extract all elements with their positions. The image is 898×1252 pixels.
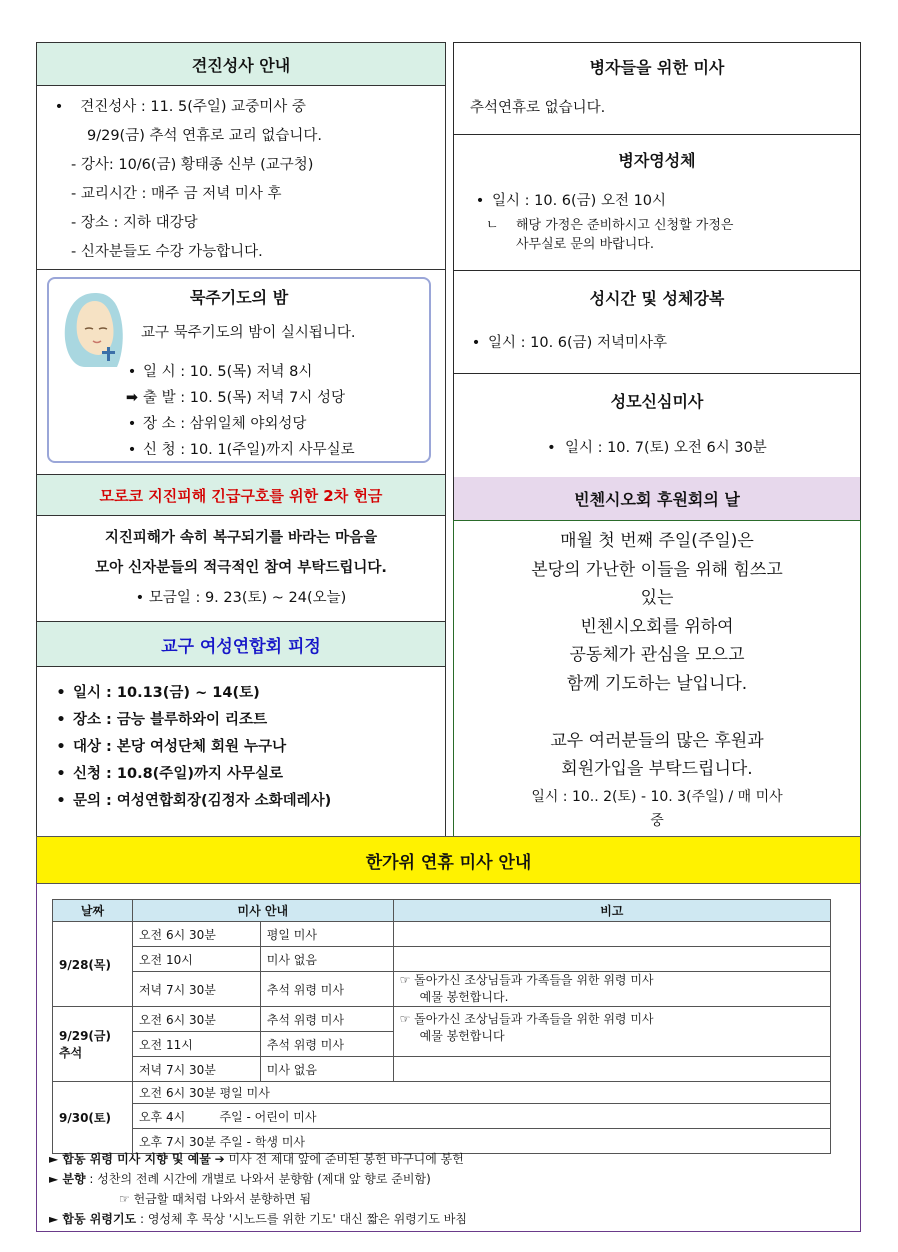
table-row bbox=[53, 972, 831, 1007]
note-cell: ☞ 돌아가신 조상님들과 가족들을 위한 위령 미사 예물 봉헌합니다 bbox=[393, 1007, 830, 1057]
rosary-section bbox=[36, 269, 446, 475]
morocco-title: 모로코 지진피해 긴급구호를 위한 2차 헌금 bbox=[36, 474, 446, 516]
confirmation-line1: • 견진성사 : 11. 5(주일) 교중미사 중 bbox=[47, 93, 435, 122]
time-cell: 오전 10시 bbox=[132, 947, 260, 972]
vincent-line bbox=[454, 698, 860, 727]
sick-mass-section bbox=[453, 42, 861, 135]
note-cell bbox=[393, 1057, 830, 1082]
holy-hour-date: • 일시 : 10. 6(금) 저녁미사후 bbox=[464, 331, 860, 352]
confirmation-item: - 신자분들도 수강 가능합니다. bbox=[71, 244, 263, 260]
vincent-line: 공동체가 관심을 모으고 bbox=[569, 645, 745, 665]
rosary-title: 묵주기도의 밤 bbox=[189, 288, 289, 307]
women-item: • 신청 : 10.8(주일)까지 사무실로 bbox=[49, 761, 433, 788]
time-cell: 오전 6시 30분 bbox=[132, 1007, 260, 1032]
sick-communion-date: • 일시 : 10. 6(금) 오전 10시 bbox=[468, 189, 860, 210]
footnote: ☞ 헌금할 때처럼 나와서 분향하면 됨 bbox=[119, 1192, 312, 1206]
women-title: 교구 여성연합회 피정 bbox=[36, 621, 446, 667]
footnote: ► 합동 위령기도 : 영성체 후 묵상 '시노드를 위한 기도' 대신 짧은 위령기도 바침 bbox=[49, 1212, 467, 1226]
mass-cell: 추석 위령 미사 bbox=[260, 972, 393, 1007]
vincent-date1: 일시 : 10.. 2(토) - 10. 3(주일) / 매 미사 bbox=[531, 788, 783, 805]
vincent-line: 교우 여러분들의 많은 후원과 bbox=[550, 730, 764, 751]
date-cell: 9/28(목) bbox=[53, 922, 133, 1007]
sacred-heart-section bbox=[453, 373, 861, 478]
footnote: ► 합동 위령 미사 지향 및 예물 ➔ 미사 전 제대 앞에 준비된 봉헌 바구니에 봉헌 bbox=[49, 1152, 464, 1166]
vincent-line: 빈첸시오회를 위하여 bbox=[580, 616, 734, 637]
sacred-heart-title: 성모신심미사 bbox=[610, 392, 704, 411]
mass-cell: 추석 위령 미사 bbox=[260, 1032, 393, 1057]
table-row bbox=[53, 1057, 831, 1082]
vincent-section bbox=[453, 520, 861, 837]
table-row bbox=[53, 1082, 831, 1104]
confirmation-item: - 장소 : 지하 대강당 bbox=[71, 215, 198, 231]
table-row bbox=[53, 1104, 831, 1129]
morocco-line2: 모아 신자분들의 적극적인 참여 부탁드립니다. bbox=[95, 560, 387, 576]
rosary-intro: 교구 묵주기도의 밤이 실시됩니다. bbox=[141, 325, 356, 341]
morocco-section bbox=[36, 515, 446, 622]
vincent-title: 빈첸시오회 후원회의 날 bbox=[453, 477, 861, 521]
confirmation-title: 견진성사 안내 bbox=[36, 42, 446, 86]
note-cell: ☞ 돌아가신 조상님들과 가족들을 위한 위령 미사 예물 봉헌합니다. bbox=[393, 972, 830, 1007]
time-cell: 저녁 7시 30분 bbox=[132, 1057, 260, 1082]
vincent-line: 매월 첫 번째 주일(주일)은 bbox=[560, 531, 754, 551]
women-item: • 문의 : 여성연합회장(김정자 소화데레사) bbox=[49, 788, 433, 815]
table-header-date: 날짜 bbox=[53, 900, 133, 922]
women-item: • 대상 : 본당 여성단체 회원 누구나 bbox=[49, 734, 433, 761]
chuseok-footnotes bbox=[49, 1149, 839, 1229]
vincent-line: 있는 bbox=[640, 588, 674, 608]
vincent-date2: 중 bbox=[650, 812, 664, 829]
confirmation-section bbox=[36, 85, 446, 270]
holy-hour-section bbox=[453, 270, 861, 374]
rosary-item: ➡ 출 발 : 10. 5(목) 저녁 7시 성당 bbox=[125, 390, 346, 406]
mass-cell: 미사 없음 bbox=[260, 947, 393, 972]
time-cell: 오전 11시 bbox=[132, 1032, 260, 1057]
table-row bbox=[53, 947, 831, 972]
morocco-date: • 모금일 : 9. 23(토) ~ 24(오늘) bbox=[135, 590, 347, 606]
sick-communion-title: 병자영성체 bbox=[618, 151, 696, 170]
time-cell: 오전 6시 30분 bbox=[132, 922, 260, 947]
mass-cell: 추석 위령 미사 bbox=[260, 1007, 393, 1032]
vincent-line: 함께 기도하는 날입니다. bbox=[566, 673, 748, 694]
rosary-item: • 장 소 : 삼위일체 야외성당 bbox=[127, 416, 307, 432]
sick-mass-title: 병자들을 위한 미사 bbox=[589, 58, 725, 77]
sick-communion-note: ㄴ 해당 가정은 준비하시고 신청할 가정은 사무실로 문의 바랍니다. bbox=[486, 218, 734, 252]
sick-mass-text: 추석연휴로 없습니다. bbox=[470, 100, 606, 116]
women-item: • 일시 : 10.13(금) ~ 14(토) bbox=[49, 680, 433, 707]
mass-cell: 오전 6시 30분 평일 미사 bbox=[132, 1082, 830, 1104]
vincent-line: 본당의 가난한 이들을 위해 힘쓰고 bbox=[531, 559, 783, 580]
note-cell bbox=[393, 947, 830, 972]
table-row bbox=[53, 1007, 831, 1032]
date-cell: 9/29(금) 추석 bbox=[53, 1007, 133, 1082]
women-item: • 장소 : 금능 블루하와이 리조트 bbox=[49, 707, 433, 734]
note-cell bbox=[393, 922, 830, 947]
time-cell: 저녁 7시 30분 bbox=[132, 972, 260, 1007]
vincent-line: 회원가입을 부탁드립니다. bbox=[561, 759, 753, 779]
chuseok-title: 한가위 연휴 미사 안내 bbox=[36, 836, 861, 884]
rosary-item: • 신 청 : 10. 1(주일)까지 사무실로 bbox=[127, 442, 355, 458]
table-row bbox=[53, 922, 831, 947]
rosary-list bbox=[121, 359, 355, 463]
mass-cell: 평일 미사 bbox=[260, 922, 393, 947]
morocco-line1: 지진피해가 속히 복구되기를 바라는 마음을 bbox=[104, 530, 378, 546]
chuseok-section bbox=[36, 883, 861, 1232]
table-header-mass: 미사 안내 bbox=[132, 900, 393, 922]
mass-cell: 미사 없음 bbox=[260, 1057, 393, 1082]
rosary-item: • 일 시 : 10. 5(목) 저녁 8시 bbox=[127, 364, 313, 380]
confirmation-line2: 9/29(금) 추석 연휴로 교리 없습니다. bbox=[87, 128, 323, 144]
footnote: ► 분향 : 성찬의 전례 시간에 개별로 나와서 분향함 (제대 앞 향로 준비함) bbox=[49, 1172, 431, 1186]
chuseok-table bbox=[52, 899, 831, 1154]
date-cell: 9/30(토) bbox=[53, 1082, 133, 1154]
women-section bbox=[36, 666, 446, 837]
table-header-note: 비고 bbox=[393, 900, 830, 922]
rosary-frame bbox=[47, 277, 431, 463]
confirmation-item: - 교리시간 : 매주 금 저녁 미사 후 bbox=[71, 186, 282, 202]
sick-communion-section bbox=[453, 134, 861, 271]
sacred-heart-date: • 일시 : 10. 7(토) 오전 6시 30분 bbox=[547, 440, 767, 456]
holy-hour-title: 성시간 및 성체강복 bbox=[589, 289, 725, 308]
mass-cell: 오후 7시 30분 주일 - 학생 미사 bbox=[132, 1129, 830, 1154]
mass-cell: 오후 4시 주일 - 어린이 미사 bbox=[132, 1104, 830, 1129]
confirmation-item: - 강사: 10/6(금) 황태종 신부 (교구청) bbox=[71, 157, 314, 173]
